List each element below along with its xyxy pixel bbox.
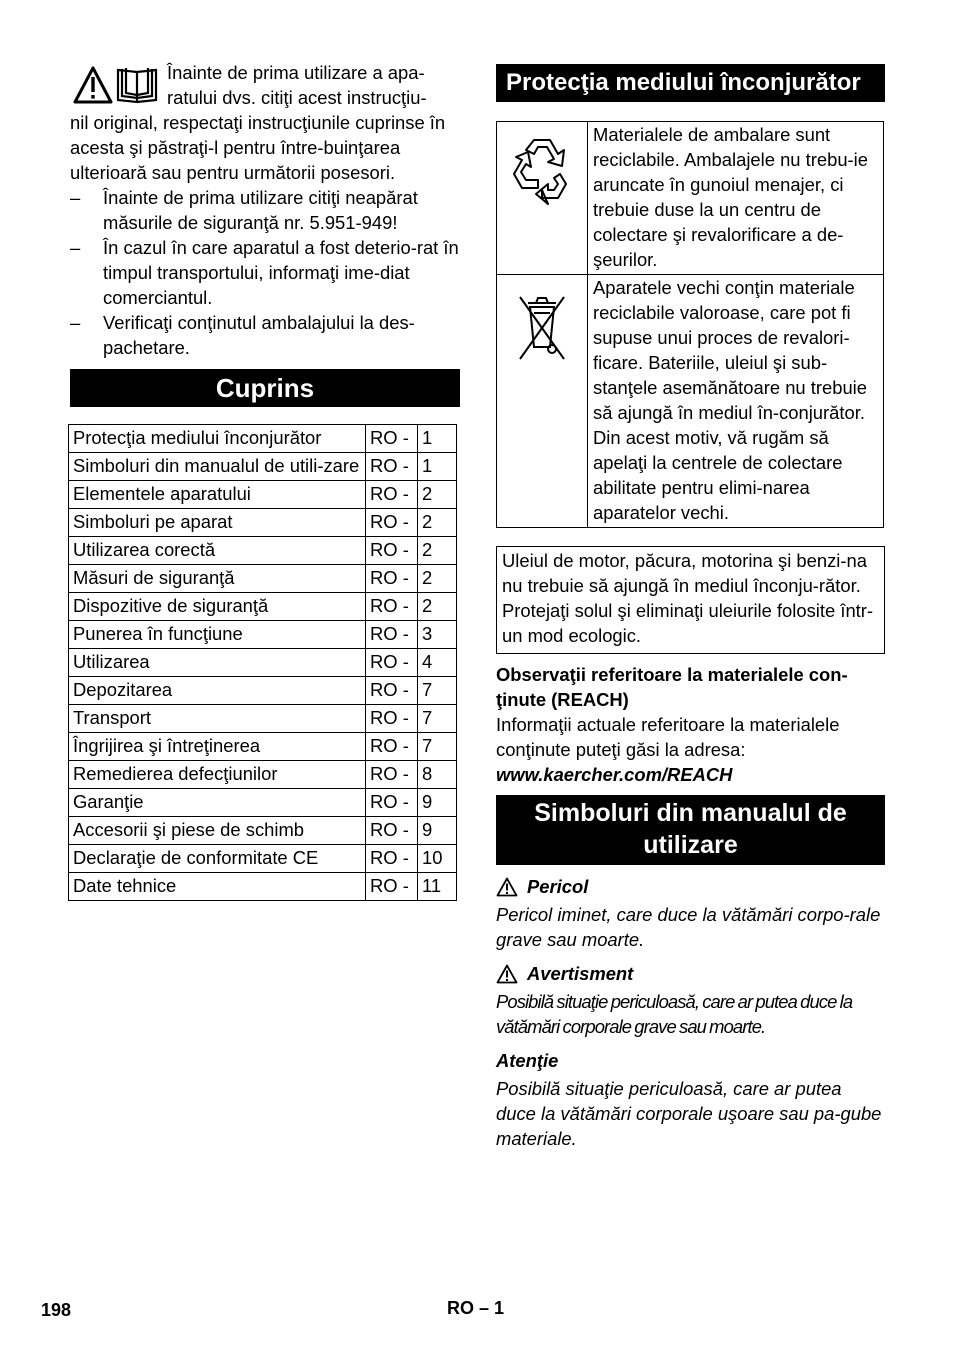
danger-heading xyxy=(496,874,885,899)
toc-row xyxy=(69,453,457,481)
toc-row-prefix: RO - xyxy=(366,761,418,789)
toc-row-prefix: RO - xyxy=(366,509,418,537)
toc-row-title: Dispozitive de siguranţă xyxy=(69,593,366,621)
toc-row xyxy=(69,593,457,621)
warning-manual-icons xyxy=(73,66,161,106)
environment-row-recycle xyxy=(497,122,884,275)
warning-triangle-icon xyxy=(496,877,518,897)
toc-row-title: Elementele aparatului xyxy=(69,481,366,509)
toc-row-title: Date tehnice xyxy=(69,873,366,901)
toc-row-title: Măsuri de siguranţă xyxy=(69,565,366,593)
intro-section xyxy=(70,60,460,360)
toc-row-page: 3 xyxy=(418,621,457,649)
toc-row-prefix: RO - xyxy=(366,621,418,649)
toc-row-title: Punerea în funcţiune xyxy=(69,621,366,649)
toc-row-page: 2 xyxy=(418,565,457,593)
caution-text: Posibilă situaţie periculoasă, care ar putea duce la vătămări corporale uşoare sau pa-gube materiale. xyxy=(496,1078,882,1149)
toc-row-page: 11 xyxy=(418,873,457,901)
toc-row-page: 2 xyxy=(418,537,457,565)
toc-row xyxy=(69,425,457,453)
toc-row-prefix: RO - xyxy=(366,789,418,817)
warning-text: Posibilă situaţie periculoasă, care ar putea duce la vătămări corporale grave sau moarte. xyxy=(496,991,853,1037)
warning-label: Avertisment xyxy=(527,963,634,984)
environment-table xyxy=(496,121,884,528)
toc-row-page: 2 xyxy=(418,509,457,537)
oil-notice-box: Uleiul de motor, păcura, motorina şi benzi-na nu trebuie să ajungă în mediul înconju-rător. Protejaţi solul şi eliminaţi uleiurile folosite într-un mod ecologic. xyxy=(496,546,885,654)
toc-row-title: Remedierea defecţiunilor xyxy=(69,761,366,789)
right-column xyxy=(496,64,885,1151)
toc-row-page: 9 xyxy=(418,817,457,845)
toc-row-prefix: RO - xyxy=(366,593,418,621)
toc-row xyxy=(69,537,457,565)
toc-row-page: 2 xyxy=(418,593,457,621)
toc-row-prefix: RO - xyxy=(366,817,418,845)
toc-row-page: 1 xyxy=(418,453,457,481)
toc-row-title: Simboluri din manualul de utili-zare xyxy=(69,453,366,481)
toc-row xyxy=(69,873,457,901)
toc-row-prefix: RO - xyxy=(366,649,418,677)
toc-row xyxy=(69,817,457,845)
intro-text-line-1: Înainte de prima utilizare a apa- xyxy=(167,62,425,83)
toc-row xyxy=(69,481,457,509)
intro-text-line-2: ratului dvs. citiţi acest instrucţiu- xyxy=(167,87,427,108)
toc-row-prefix: RO - xyxy=(366,705,418,733)
toc-row xyxy=(69,705,457,733)
toc-row-title: Utilizarea corectă xyxy=(69,537,366,565)
toc-row-prefix: RO - xyxy=(366,677,418,705)
page-number: 198 xyxy=(41,1300,72,1320)
toc-row xyxy=(69,621,457,649)
toc-row xyxy=(69,509,457,537)
toc-row-prefix: RO - xyxy=(366,453,418,481)
symbols-heading: Simboluri din manualul de utilizare xyxy=(496,795,885,865)
toc-row-title: Îngrijirea şi întreţinerea xyxy=(69,733,366,761)
toc-row xyxy=(69,789,457,817)
toc-row-title: Depozitarea xyxy=(69,677,366,705)
toc-row-page: 7 xyxy=(418,677,457,705)
toc-row-title: Protecţia mediului înconjurător xyxy=(69,425,366,453)
toc-row-page: 7 xyxy=(418,705,457,733)
toc-row xyxy=(69,677,457,705)
toc-row-prefix: RO - xyxy=(366,481,418,509)
toc-row-page: 9 xyxy=(418,789,457,817)
page-code: RO – 1 xyxy=(447,1298,505,1318)
recycle-text: Materialele de ambalare sunt reciclabile. Ambalajele nu trebu-ie aruncate în gunoiul menajer, ci trebuie duse la un centru de colectare şi revalorificare a de-şeurilor. xyxy=(588,122,884,275)
bullet-dash: – xyxy=(70,237,81,258)
toc-row-prefix: RO - xyxy=(366,845,418,873)
recycle-icon xyxy=(504,132,580,212)
warning-triangle-icon xyxy=(75,68,111,102)
reach-text: Informaţii actuale referitoare la materialele conţinute puteţi găsi la adresa: xyxy=(496,714,840,760)
intro-bullet-list xyxy=(70,185,460,360)
weee-text: Aparatele vechi conţin materiale reciclabile valoroase, care pot fi supuse unui proces de revalori-ficare. Bateriile, uleiul şi sub-stanţele asemănătoare nu trebuie să ajungă în mediul în-conjurător. Din acest motiv, vă rugăm să apelaţi la centrele de colectare abilitate pentru elimi-narea aparatelor vechi. xyxy=(588,275,884,528)
bullet-item: – Înainte de prima utilizare citiţi neapărat măsurile de siguranţă nr. 5.951-949! xyxy=(70,187,418,233)
bullet-dash: – xyxy=(70,187,81,208)
intro-icons xyxy=(73,66,161,106)
intro-text-rest: nil original, respectaţi instrucţiunile cuprinse în acesta şi păstraţi-l pentru între-buinţarea ulterioară sau pentru următorii posesori. xyxy=(70,112,446,183)
toc-row xyxy=(69,845,457,873)
toc-row-title: Accesorii şi piese de schimb xyxy=(69,817,366,845)
toc-row-title: Garanţie xyxy=(69,789,366,817)
toc-row xyxy=(69,565,457,593)
toc-row-prefix: RO - xyxy=(366,425,418,453)
crossed-bin-icon xyxy=(512,285,572,365)
toc-row xyxy=(69,761,457,789)
toc-table xyxy=(68,424,457,901)
toc-row-title: Declaraţie de conformitate CE xyxy=(69,845,366,873)
environment-row-weee xyxy=(497,275,884,528)
toc-row-page: 8 xyxy=(418,761,457,789)
toc-row-prefix: RO - xyxy=(366,873,418,901)
toc-row-page: 7 xyxy=(418,733,457,761)
toc-row-title: Simboluri pe aparat xyxy=(69,509,366,537)
toc-row-page: 10 xyxy=(418,845,457,873)
caution-heading xyxy=(496,1048,885,1073)
left-column xyxy=(70,60,460,901)
warning-triangle-icon xyxy=(496,964,518,984)
toc-row-title: Transport xyxy=(69,705,366,733)
reach-url-link[interactable]: www.kaercher.com/REACH xyxy=(496,764,733,785)
toc-row-page: 1 xyxy=(418,425,457,453)
danger-label: Pericol xyxy=(527,876,589,897)
reach-title: Observaţii referitoare la materialele con-ţinute (REACH) xyxy=(496,664,848,710)
toc-row-prefix: RO - xyxy=(366,733,418,761)
toc-row-prefix: RO - xyxy=(366,565,418,593)
toc-row-title: Utilizarea xyxy=(69,649,366,677)
bullet-item: – Verificaţi conţinutul ambalajului la des-pachetare. xyxy=(70,312,415,358)
toc-row xyxy=(69,649,457,677)
caution-label: Atenţie xyxy=(496,1050,559,1071)
toc-row-page: 2 xyxy=(418,481,457,509)
toc-heading: Cuprins xyxy=(70,369,460,407)
environment-heading: Protecţia mediului înconjurător xyxy=(496,64,885,102)
bullet-dash: – xyxy=(70,312,81,333)
toc-row-page: 4 xyxy=(418,649,457,677)
warning-heading xyxy=(496,961,885,986)
crossed-bin-icon-cell xyxy=(497,275,588,528)
manual-book-icon xyxy=(118,68,156,102)
bullet-item: – În cazul în care aparatul a fost deterio-rat în timpul transportului, informaţi ime-diat comerciantul. xyxy=(70,237,459,308)
recycle-icon-cell xyxy=(497,122,588,275)
danger-text: Pericol iminet, care duce la vătămări corpo-rale grave sau moarte. xyxy=(496,904,881,950)
toc-row-prefix: RO - xyxy=(366,537,418,565)
toc-row xyxy=(69,733,457,761)
